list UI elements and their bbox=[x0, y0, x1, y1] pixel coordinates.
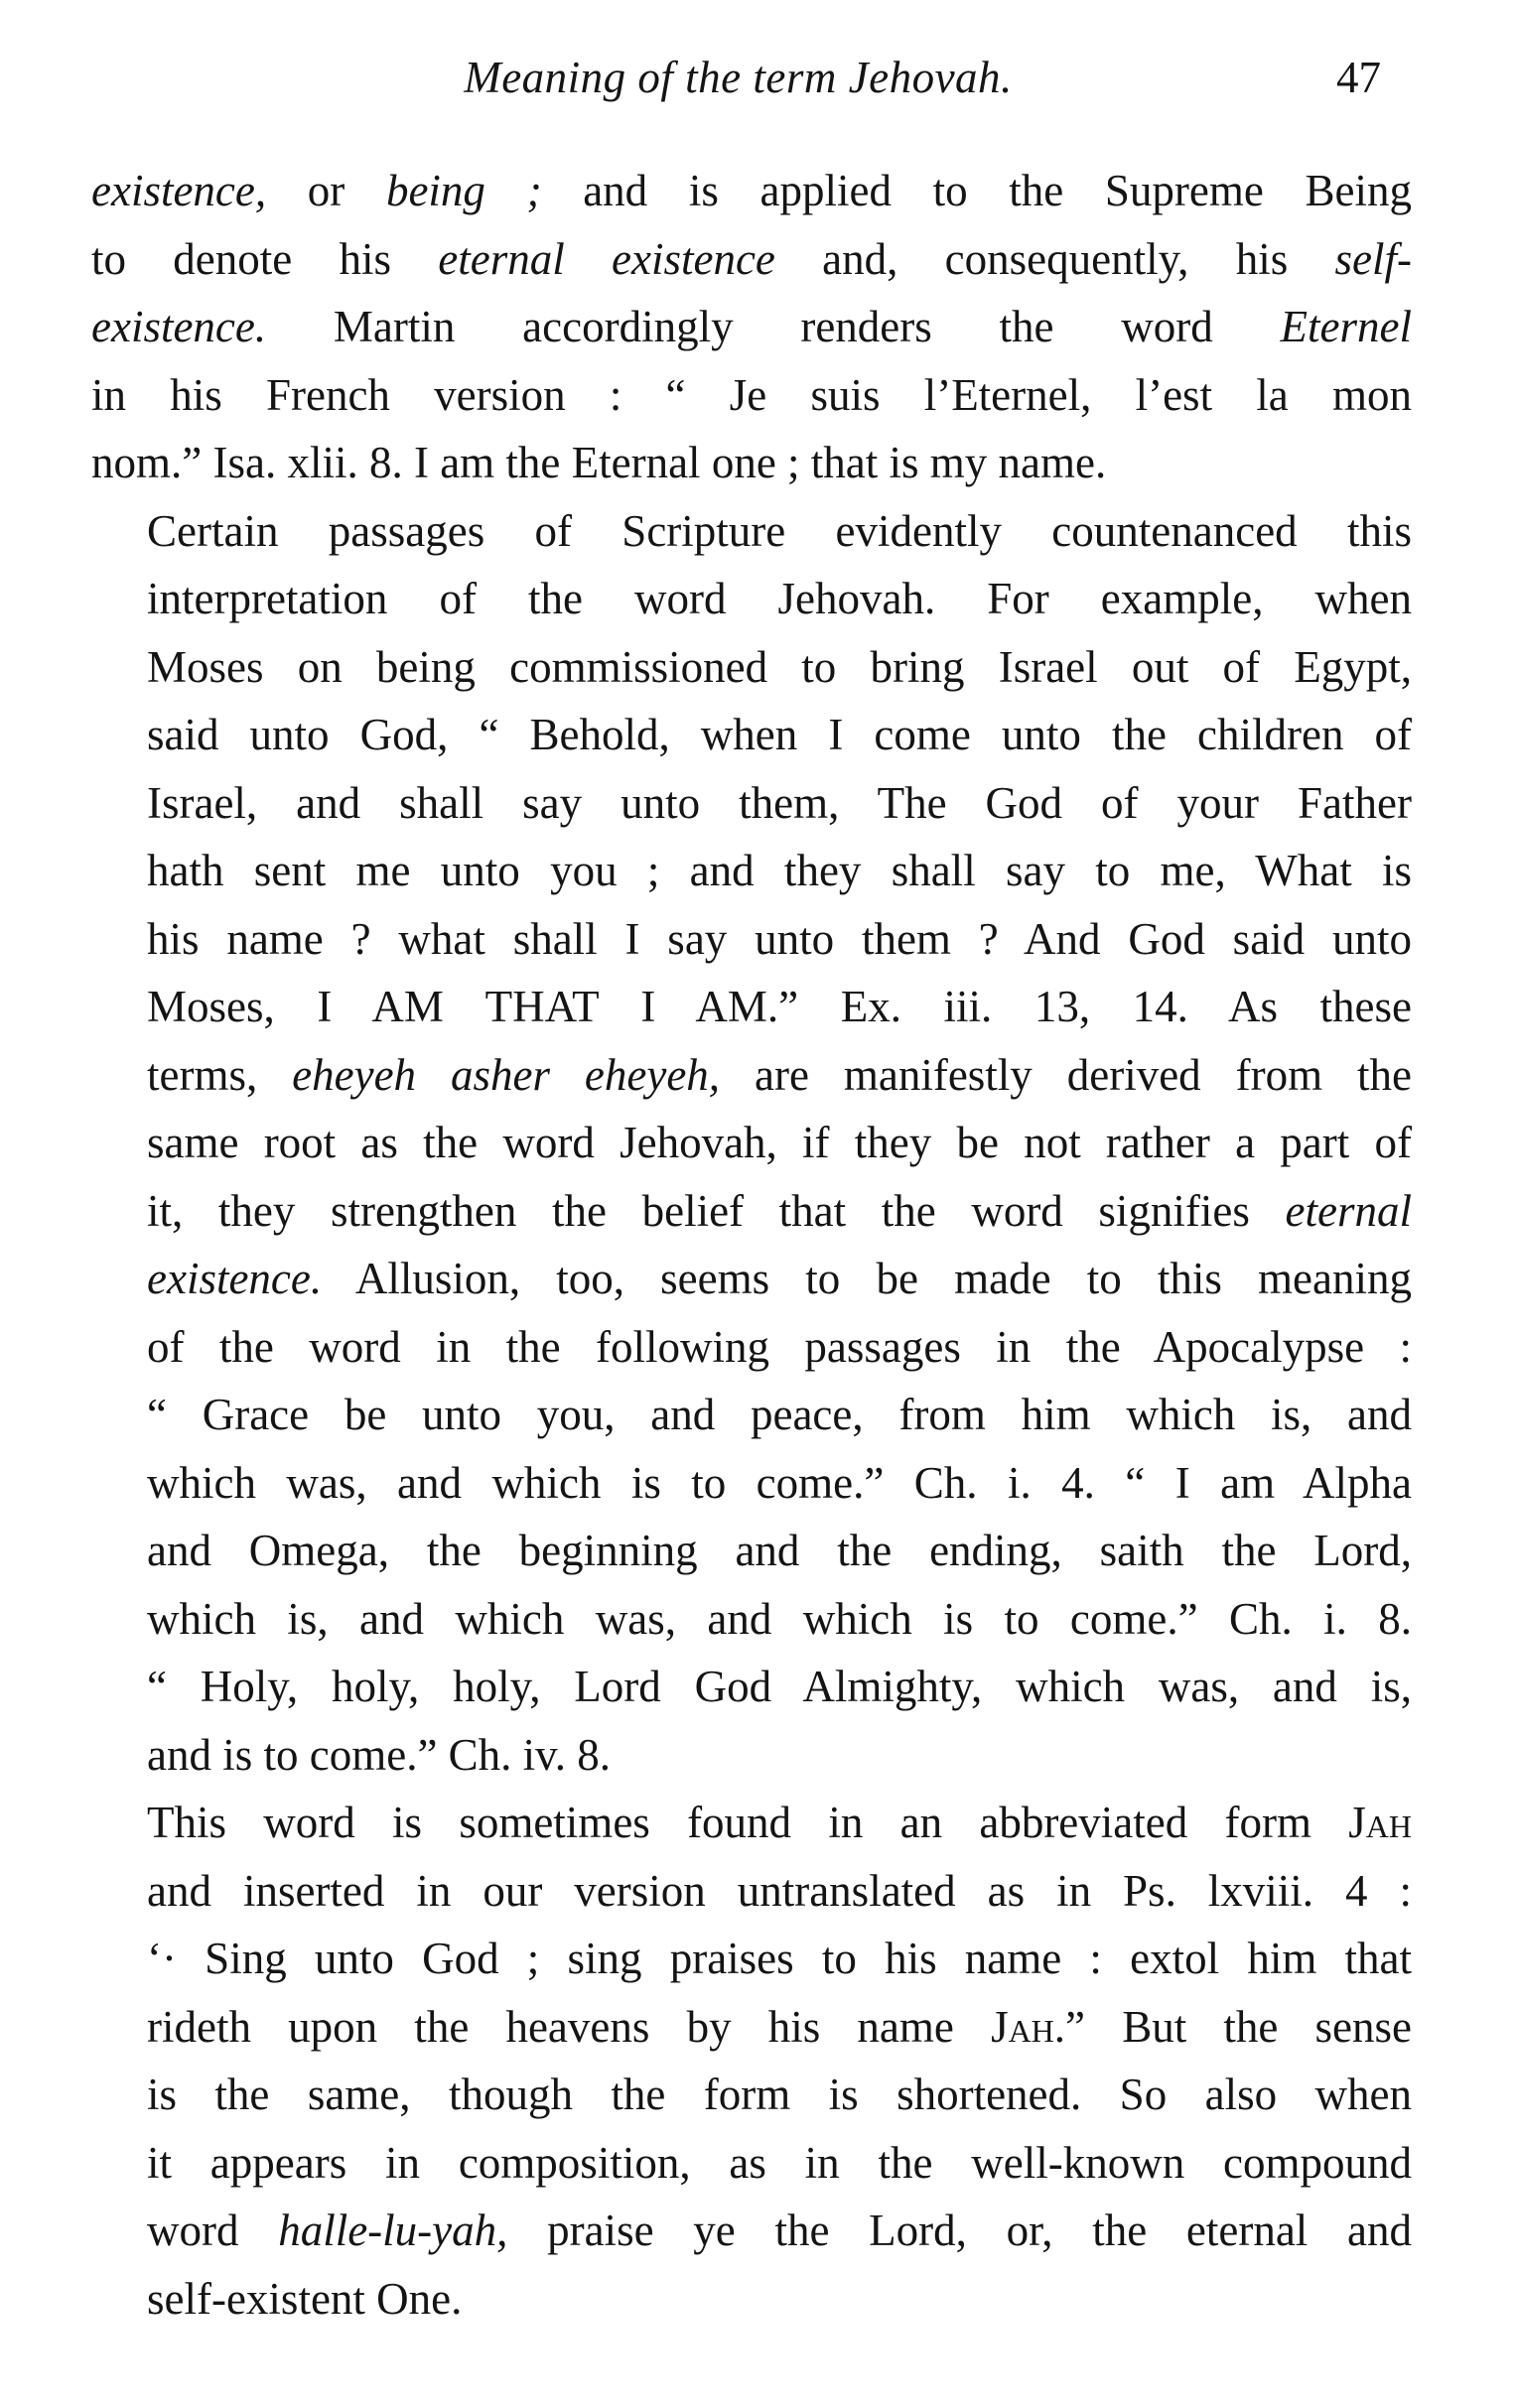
text-line bbox=[91, 1585, 1412, 1654]
text-segment: it, they strengthen the belief that the word signifies bbox=[147, 1185, 1286, 1236]
text-segment: Israel, and shall say unto them, The God of your Father bbox=[147, 777, 1412, 828]
text-line bbox=[91, 429, 1412, 497]
text-segment: same root as the word Jehovah, if they be not rather a part of bbox=[147, 1118, 1412, 1167]
italic-text: self- bbox=[1334, 233, 1412, 284]
text-segment: rideth upon the heavens by his name bbox=[147, 2001, 992, 2052]
text-segment: ‘· Sing unto God ; sing praises to his name : extol him that bbox=[147, 1934, 1412, 1983]
text-segment: Martin accordingly renders the word bbox=[266, 302, 1281, 351]
text-segment: terms, bbox=[147, 1049, 293, 1100]
text-segment: self-existent One. bbox=[147, 2273, 463, 2324]
text-line bbox=[91, 837, 1412, 905]
text-segment: which was, and which is to come.” Ch. i. 4. “ I am Alpha bbox=[147, 1457, 1412, 1508]
text-line bbox=[91, 1449, 1412, 1518]
text-segment: and, consequently, his bbox=[774, 233, 1335, 284]
text-line bbox=[91, 1245, 1412, 1313]
text-segment: it appears in composition, as in the well-known compound bbox=[147, 2137, 1412, 2188]
text-line bbox=[91, 157, 1412, 225]
text-line bbox=[91, 1653, 1412, 1721]
text-line bbox=[91, 1177, 1412, 1246]
text-line bbox=[91, 769, 1412, 838]
italic-text: eternal existence bbox=[438, 233, 775, 284]
text-line bbox=[91, 2197, 1412, 2265]
text-segment: and is to come.” Ch. iv. 8. bbox=[147, 1729, 612, 1780]
text-segment: is the same, though the form is shortened. So also when bbox=[147, 2070, 1412, 2119]
text-segment: which is, and which was, and which is to come.” Ch. i. 8. bbox=[147, 1593, 1412, 1644]
text-line bbox=[91, 2061, 1412, 2129]
italic-text: eternal bbox=[1285, 1185, 1412, 1236]
page-header bbox=[95, 52, 1381, 121]
text-line bbox=[91, 1109, 1412, 1177]
text-segment: and Omega, the beginning and the ending, saith the Lord, bbox=[147, 1526, 1412, 1575]
text-line bbox=[91, 1721, 1412, 1790]
text-line bbox=[91, 701, 1412, 769]
text-segment: Moses, I AM THAT I AM.” Ex. iii. 13, 14. As these bbox=[147, 982, 1412, 1031]
text-segment: his name ? what shall I say unto them ? And God said unto bbox=[147, 913, 1412, 964]
text-segment: and inserted in our version untranslated as in Ps. lxviii. 4 : bbox=[147, 1865, 1412, 1916]
text-segment: of the word in the following passages in the Apocalypse : bbox=[147, 1321, 1412, 1372]
text-line bbox=[91, 1381, 1412, 1449]
text-line bbox=[91, 1993, 1412, 2062]
text-line bbox=[91, 905, 1412, 974]
text-line bbox=[91, 973, 1412, 1041]
italic-text: halle-lu-yah, bbox=[278, 2206, 508, 2255]
small-caps-text: Jah bbox=[991, 2001, 1054, 2052]
page-number: 47 bbox=[1336, 53, 1381, 102]
italic-text: Eternel bbox=[1280, 302, 1412, 351]
text-line bbox=[91, 2265, 1412, 2334]
text-segment: Certain passages of Scripture evidently countenanced this bbox=[147, 505, 1412, 556]
text-line bbox=[91, 565, 1412, 633]
text-line bbox=[91, 1313, 1412, 1382]
text-segment: nom.” Isa. xlii. 8. I am the Eternal one ; that is my name. bbox=[91, 438, 1107, 487]
text-line bbox=[91, 1925, 1412, 1993]
text-line bbox=[91, 1857, 1412, 1926]
body-text bbox=[91, 157, 1412, 2333]
text-segment: “ Holy, holy, holy, Lord God Almighty, which was, and is, bbox=[147, 1662, 1412, 1711]
text-line bbox=[91, 361, 1412, 430]
text-segment: .” But the sense bbox=[1053, 2001, 1413, 2052]
text-line bbox=[91, 293, 1412, 361]
small-caps-text: Jah bbox=[1348, 1798, 1412, 1847]
text-segment: in his French version : “ Je suis l’Eternel, l’est la mon bbox=[91, 369, 1412, 420]
text-segment: or bbox=[266, 166, 386, 215]
paragraph-2 bbox=[91, 497, 1412, 1790]
text-line bbox=[91, 1789, 1412, 1857]
text-segment: said unto God, “ Behold, when I come unto the children of bbox=[147, 710, 1412, 759]
italic-text: existence, bbox=[91, 166, 267, 215]
italic-text: being ; bbox=[385, 166, 542, 215]
text-segment: This word is sometimes found in an abbreviated form bbox=[147, 1798, 1349, 1847]
running-title: Meaning of the term Jehovah. bbox=[464, 53, 1013, 102]
text-segment: praise ye the Lord, or, the eternal and bbox=[507, 2206, 1412, 2255]
text-segment: “ Grace be unto you, and peace, from him which is, and bbox=[147, 1390, 1412, 1439]
text-line bbox=[91, 1041, 1412, 1110]
text-line bbox=[91, 1517, 1412, 1585]
italic-text: existence. bbox=[147, 1254, 323, 1303]
text-line bbox=[91, 2129, 1412, 2198]
text-line bbox=[91, 497, 1412, 566]
text-segment: Allusion, too, seems to be made to this meaning bbox=[322, 1254, 1412, 1303]
text-segment: hath sent me unto you ; and they shall say to me, What is bbox=[147, 846, 1412, 895]
text-segment: interpretation of the word Jehovah. For example, when bbox=[147, 574, 1412, 623]
text-line bbox=[91, 225, 1412, 294]
text-segment: and is applied to the Supreme Being bbox=[541, 166, 1412, 215]
paragraph-1 bbox=[91, 157, 1412, 497]
italic-text: eheyeh asher eheyeh, bbox=[292, 1049, 721, 1100]
text-line bbox=[91, 633, 1412, 702]
paragraph-3 bbox=[91, 1789, 1412, 2333]
text-segment: to denote his bbox=[91, 233, 439, 284]
text-segment: word bbox=[147, 2206, 279, 2255]
text-segment: are manifestly derived from the bbox=[720, 1049, 1412, 1100]
text-segment: Moses on being commissioned to bring Israel out of Egypt, bbox=[147, 641, 1412, 692]
italic-text: existence. bbox=[91, 302, 267, 351]
